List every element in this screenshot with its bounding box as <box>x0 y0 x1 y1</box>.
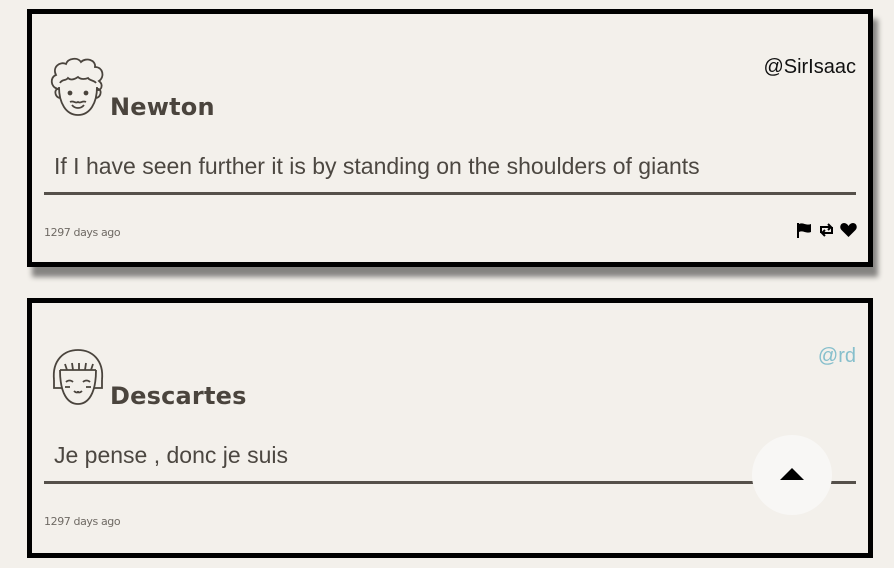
post-card <box>27 298 873 558</box>
author-handle[interactable]: @SirIsaac <box>763 56 856 78</box>
author-name: Descartes <box>110 382 247 410</box>
divider <box>44 481 856 484</box>
post-timestamp: 1297 days ago <box>44 515 121 528</box>
caret-up-icon <box>780 467 804 481</box>
author-handle[interactable]: @rd <box>817 345 856 367</box>
retweet-icon[interactable] <box>817 221 836 239</box>
post-quote: Je pense , donc je suis <box>54 442 288 468</box>
divider <box>44 192 856 195</box>
post-card <box>27 9 873 267</box>
scroll-top-button[interactable] <box>752 435 832 515</box>
flag-icon[interactable] <box>795 221 814 239</box>
post-quote: If I have seen further it is by standing on the shoulders of giants <box>54 153 700 179</box>
author-name: Newton <box>110 93 215 121</box>
heart-icon[interactable] <box>839 221 858 239</box>
post-actions <box>795 221 858 239</box>
post-timestamp: 1297 days ago <box>44 226 121 239</box>
avatar-curly-hair-face-icon <box>48 57 108 119</box>
avatar-bob-hair-face-icon <box>48 346 108 408</box>
